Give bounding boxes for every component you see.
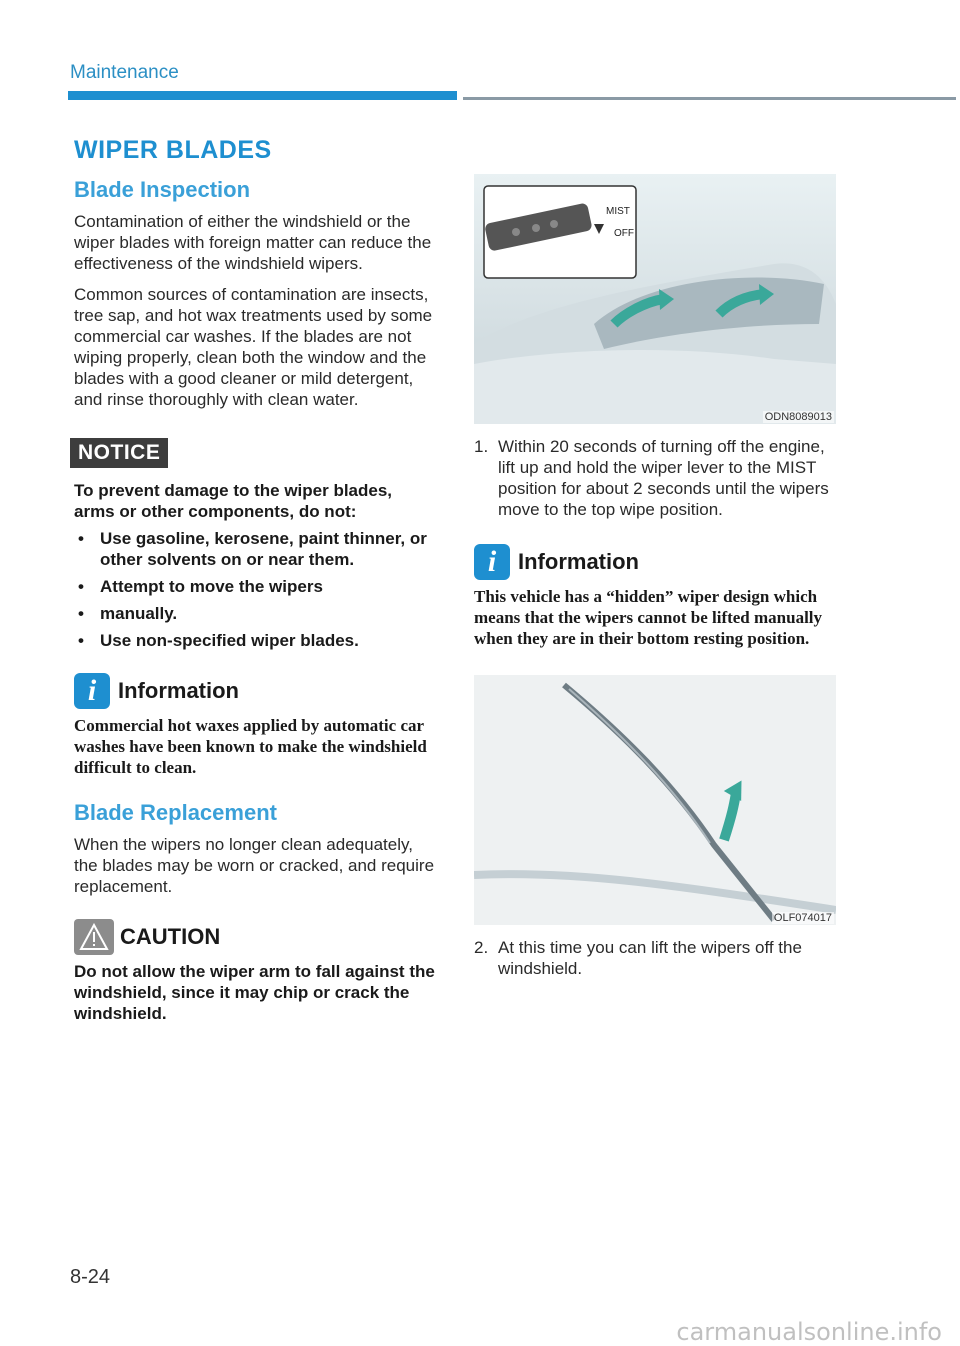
- list-item: • Use gasoline, kerosene, paint thinner, or other solvents on or near them.: [78, 529, 427, 569]
- off-label: OFF: [614, 228, 634, 239]
- replacement-heading: Blade Replacement: [74, 800, 277, 825]
- steps-list-1: [474, 436, 836, 520]
- info-text-2: This vehicle has a “hidden” wiper design which means that the wipers cannot be lifted manually when they are in their bottom resting position.: [474, 587, 823, 648]
- running-header: Maintenance: [70, 62, 179, 83]
- info-title: Information: [518, 549, 639, 574]
- list-item: 2. At this time you can lift the wipers off the windshield.: [474, 938, 802, 978]
- info-title: Information: [118, 678, 239, 703]
- list-item: • Use non-specified wiper blades.: [78, 631, 359, 650]
- figure-wiper-lever: [474, 174, 836, 424]
- info-text-1: Commercial hot waxes applied by automatic car washes have been known to make the windshield difficult to clean.: [74, 716, 427, 777]
- list-item: • manually.: [78, 604, 178, 623]
- info-heading-2: [474, 544, 836, 580]
- wiper-lever-illustration: [474, 174, 836, 424]
- inspection-para-2: Common sources of contamination are insects, tree sap, and hot wax treatments used by some commercial car washes. If the blades are not wiping properly, clean both the window and the blades with a good cleaner or mild detergent, and rinse thoroughly with clean water.: [74, 285, 433, 409]
- header-rule-gray: [463, 97, 956, 100]
- page-number: 8-24: [70, 1266, 111, 1288]
- notice-list: [74, 528, 436, 651]
- warning-triangle-icon: [74, 919, 114, 955]
- figure-caption: ODN8089013: [764, 411, 832, 423]
- caution-text: Do not allow the wiper arm to fall against the windshield, since it may chip or crack the windshield.: [74, 962, 435, 1023]
- wiper-arm-illustration: [474, 675, 836, 925]
- caution-heading: [74, 919, 436, 955]
- section-title: WIPER BLADES: [74, 136, 272, 164]
- info-icon: i: [74, 673, 110, 709]
- notice-lead: To prevent damage to the wiper blades, arms or other components, do not:: [74, 481, 393, 521]
- figure-wiper-arm: [474, 675, 836, 925]
- mist-label: MIST: [606, 206, 630, 217]
- inspection-heading: Blade Inspection: [74, 177, 251, 202]
- right-column: [474, 174, 836, 979]
- notice-label: NOTICE: [70, 438, 168, 468]
- inspection-para-1: Contamination of either the windshield or the wiper blades with foreign matter can reduce the effectiveness of the windshield wipers.: [74, 212, 432, 273]
- list-item: • Attempt to move the wipers: [78, 577, 323, 596]
- info-heading-1: [74, 673, 436, 709]
- left-column: [74, 136, 436, 1030]
- watermark: carmanualsonline.info: [676, 1318, 942, 1346]
- info-icon: i: [474, 544, 510, 580]
- caution-title: CAUTION: [120, 924, 221, 949]
- figure-caption: OLF074017: [773, 912, 832, 924]
- replacement-para: When the wipers no longer clean adequately, the blades may be worn or cracked, and require replacement.: [74, 835, 435, 896]
- header-rule-blue: [68, 91, 457, 100]
- list-item: 1. Within 20 seconds of turning off the engine, lift up and hold the wiper lever to the MIST position for about 2 seconds until the wipers move to the top wipe position.: [474, 437, 829, 519]
- steps-list-2: [474, 937, 836, 979]
